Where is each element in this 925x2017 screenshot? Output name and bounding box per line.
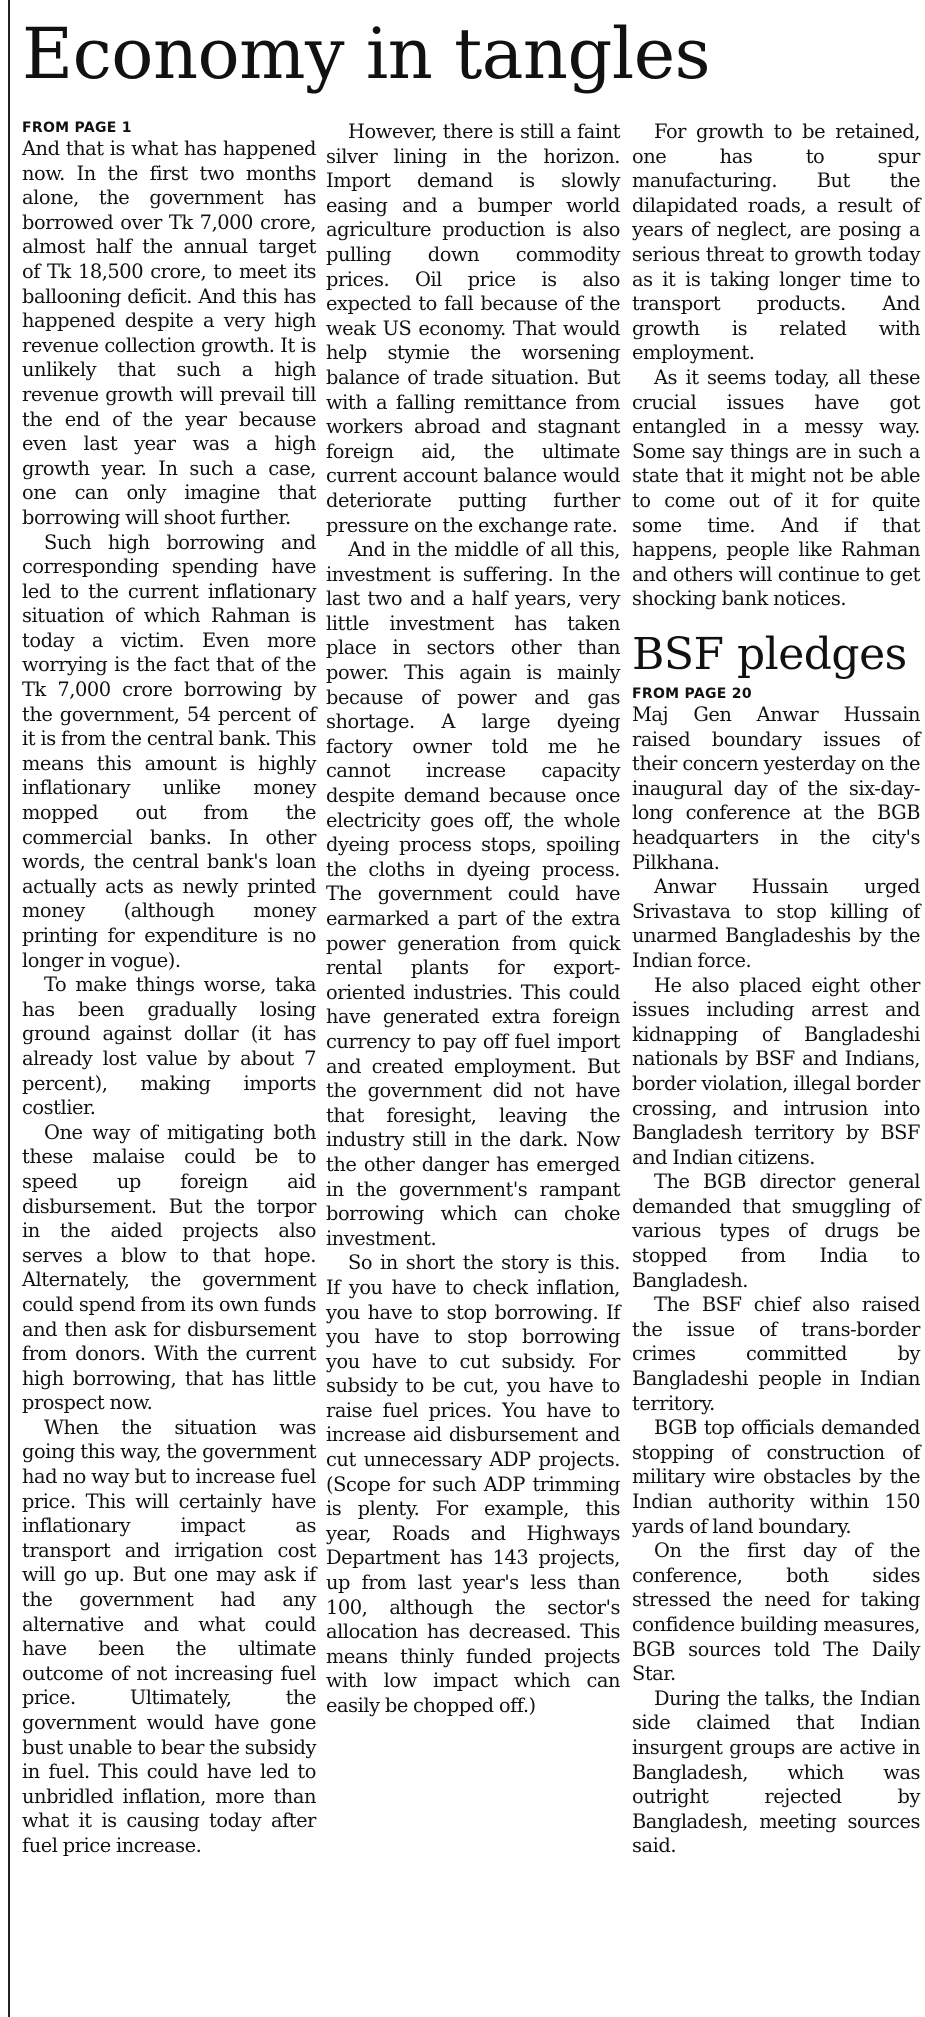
article-paragraph: When the situation was going this way, the government had no way but to increase fuel price. This will certainly have inflationary impact as transport and irrigation cost will go up. But one may ask if the government had any alternative and what could have been the ultimate outcome of not increasing fuel price. Ultimately, the government would have gone bust unable to bear the subsidy in fuel. This could have led to unbridled inflation, more than what it is causing today after fuel price increase. [22, 1415, 316, 1857]
article-paragraph: BGB top officials demanded stopping of construction of military wire obstacles by the Indian authority within 150 yards of land boundary. [632, 1416, 920, 1538]
second-article-headline: BSF pledges [632, 629, 907, 680]
jump-kicker: FROM PAGE 1 [22, 120, 132, 136]
article-paragraph: Anwar Hussain urged Srivastava to stop killing of unarmed Bangladeshis by the Indian force. [632, 875, 920, 972]
article-paragraph: So in short the story is this. If you have to check inflation, you have to stop borrowing. If you have to stop borrowing you have to cut subsidy. For subsidy to be cut, you have to raise fuel prices. You have to increase aid disbursement and cut unnecessary ADP projects. (Scope for such ADP trimming is plenty. For example, this year, Roads and Highways Department has 143 projects, up from last year's less than 100, although the sector's allocation has decreased. This means thinly funded projects with low impact which can easily be chopped off.) [326, 1251, 620, 1717]
article-paragraph: For growth to be retained, one has to spur manufacturing. But the dilapidated roads, a result of years of neglect, are posing a serious threat to growth today as it is taking longer time to transport products. And growth is related with employment. [632, 120, 920, 365]
article-column-3 [632, 120, 920, 612]
article-paragraph: On the first day of the conference, both sides stressed the need for taking confidence building measures, BGB sources told The Daily Star. [632, 1539, 920, 1686]
article-column-1 [22, 120, 316, 1859]
article-paragraph: And that is what has happened now. In the first two months alone, the government has borrowed over Tk 7,000 crore, almost half the annual target of Tk 18,500 crore, to meet its ballooning deficit. And this has happened despite a very high revenue collection growth. It is unlikely that such a high revenue growth will prevail till the end of the year because even last year was a high growth year. In such a case, one can only imagine that borrowing will shoot further. [22, 137, 316, 529]
article-paragraph: The BSF chief also raised the issue of trans-border crimes committed by Bangladeshi people in Indian territory. [632, 1293, 920, 1415]
article-paragraph: And in the middle of all this, investment is suffering. In the last two and a half years, very little investment has taken place in sectors other than power. This again is mainly because of power and gas shortage. A large dyeing factory owner told me he cannot increase capacity despite demand because once electricity goes off, the whole dyeing process stops, spoiling the cloths in dyeing process. The government could have earmarked a part of the extra power generation from quick rental plants for export-oriented industries. This could have generated extra foreign currency to pay off fuel import and created employment. But the government did not have that foresight, leaving the industry still in the dark. Now the other danger has emerged in the government's rampant borrowing which can choke investment. [326, 538, 620, 1250]
article-paragraph: As it seems today, all these crucial issues have got entangled in a messy way. Some say things are in such a state that it might not be able to come out of it for quite some time. And if that happens, people like Rahman and others will continue to get shocking bank notices. [632, 365, 920, 611]
article-paragraph: During the talks, the Indian side claimed that Indian insurgent groups are active in Bangladesh, which was outright rejected by Bangladesh, meeting sources said. [632, 1686, 920, 1858]
article-column-2 [326, 120, 620, 1719]
article-paragraph: The BGB director general demanded that smuggling of various types of drugs be stopped from India to Bangladesh. [632, 1170, 920, 1292]
column-rule [8, 0, 10, 2017]
article-paragraph: However, there is still a faint silver lining in the horizon. Import demand is slowly easing and a bumper world agriculture production is also pulling down commodity prices. Oil price is also expected to fall because of the weak US economy. That would help stymie the worsening balance of trade situation. But with a falling remittance from workers abroad and stagnant foreign aid, the ultimate current account balance would deteriorate putting further pressure on the exchange rate. [326, 120, 620, 537]
article-paragraph: Maj Gen Anwar Hussain raised boundary issues of their concern yesterday on the inaugural day of the six-day-long conference at the BGB headquarters in the city's Pilkhana. [632, 703, 920, 874]
jump-kicker: FROM PAGE 20 [632, 686, 752, 702]
second-article [632, 612, 920, 1859]
article-paragraph: Such high borrowing and corresponding spending have led to the current inflationary situation of which Rahman is today a victim. Even more worrying is the fact that of the Tk 7,000 crore borrowing by the government, 54 percent of it is from the central bank. This means this amount is highly inflationary unlike money mopped out from the commercial banks. In other words, the central bank's loan actually acts as newly printed money (although money printing for expenditure is no longer in vogue). [22, 530, 316, 972]
article-paragraph: He also placed eight other issues including arrest and kidnapping of Bangladeshi nationals by BSF and Indians, border violation, illegal border crossing, and intrusion into Bangladesh territory by BSF and Indian citizens. [632, 973, 920, 1169]
article-paragraph: To make things worse, taka has been gradually losing ground against dollar (it has already lost value by about 7 percent), making imports costlier. [22, 973, 316, 1120]
main-headline: Economy in tangles [22, 13, 711, 95]
article-paragraph: One way of mitigating both these malaise could be to speed up foreign aid disbursement. But the torpor in the aided projects also serves a blow to that hope. Alternately, the government could spend from its own funds and then ask for disbursement from donors. With the current high borrowing, that has little prospect now. [22, 1120, 316, 1415]
